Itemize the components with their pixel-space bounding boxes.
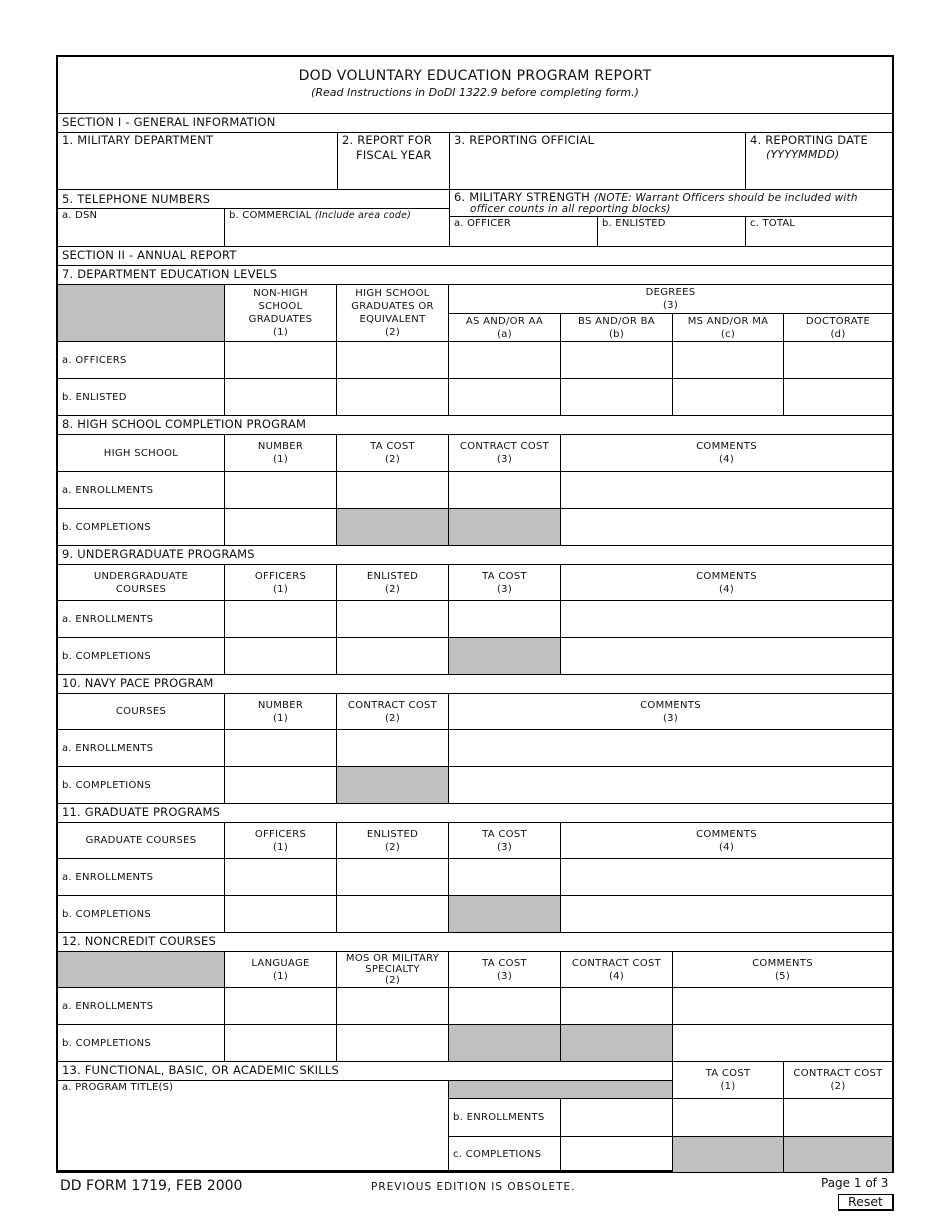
grad-ta-cost-header: TA COST (3) (449, 823, 561, 859)
ug-completions-officers-input[interactable] (225, 638, 337, 675)
enlisted-bs-input[interactable] (561, 379, 673, 416)
ug-completions-enlisted-input[interactable] (337, 638, 449, 675)
hs-completions-number-input[interactable] (225, 509, 337, 546)
ug-enrollments-enlisted-input[interactable] (337, 601, 449, 638)
nc-enrollments-language-input[interactable] (225, 988, 337, 1025)
pace-enrollments-comments-input[interactable] (449, 730, 892, 767)
nc-enrollments-ta-cost-input[interactable] (449, 988, 561, 1025)
pace-enrollments-contract-cost-input[interactable] (337, 730, 449, 767)
pace-courses-header: COURSES (58, 694, 225, 730)
telephone-numbers-header: 5. TELEPHONE NUMBERS (58, 190, 450, 209)
high-school-graduates-header: HIGH SCHOOL GRADUATES OR EQUIVALENT (2) (337, 285, 449, 342)
hs-completion-title: 8. HIGH SCHOOL COMPLETION PROGRAM (58, 416, 892, 435)
grad-completions-comments-input[interactable] (561, 896, 892, 933)
pace-completions-comments-input[interactable] (449, 767, 892, 804)
grad-completions-enlisted-input[interactable] (337, 896, 449, 933)
enlisted-strength-field[interactable]: b. ENLISTED (598, 217, 746, 247)
enlisted-doctorate-input[interactable] (784, 379, 892, 416)
skills-enrollments-input[interactable] (561, 1099, 673, 1137)
grad-enrollments-comments-input[interactable] (561, 859, 892, 896)
grad-enrollments-ta-cost-input[interactable] (449, 859, 561, 896)
ms-ma-header: MS AND/OR MA (c) (673, 314, 784, 342)
ug-enlisted-header: ENLISTED (2) (337, 565, 449, 601)
enlisted-row-label: b. ENLISTED (58, 379, 225, 416)
grad-comments-header: COMMENTS (4) (561, 823, 892, 859)
navy-pace-title: 10. NAVY PACE PROGRAM (58, 675, 892, 694)
officer-strength-field[interactable]: a. OFFICER (450, 217, 598, 247)
dd-form-1719 (56, 55, 894, 1173)
ug-officers-header: OFFICERS (1) (225, 565, 337, 601)
grad-enrollments-label: a. ENROLLMENTS (58, 859, 225, 896)
nc-enrollments-contract-cost-input[interactable] (561, 988, 673, 1025)
nc-completions-label: b. COMPLETIONS (58, 1025, 225, 1062)
skills-completions-input[interactable] (561, 1137, 673, 1172)
ug-comments-header: COMMENTS (4) (561, 565, 892, 601)
skills-completions-label: c. COMPLETIONS (449, 1137, 561, 1172)
hs-comments-header: COMMENTS (4) (561, 435, 892, 472)
dsn-field[interactable]: a. DSN (58, 209, 225, 247)
form-title: DOD VOLUNTARY EDUCATION PROGRAM REPORT (298, 68, 652, 84)
enlisted-hs-input[interactable] (337, 379, 449, 416)
form-subtitle: (Read Instructions in DoDI 1322.9 before completing form.) (311, 86, 639, 99)
hs-enrollments-number-input[interactable] (225, 472, 337, 509)
bs-ba-header: BS AND/OR BA (b) (561, 314, 673, 342)
grad-enlisted-header: ENLISTED (2) (337, 823, 449, 859)
hs-enrollments-contract-cost-input[interactable] (449, 472, 561, 509)
nc-language-header: LANGUAGE (1) (225, 952, 337, 988)
nc-enrollments-comments-input[interactable] (673, 988, 892, 1025)
report-fiscal-year-field[interactable]: 2. REPORT FOR FISCAL YEAR (338, 133, 450, 190)
pace-contract-cost-header: CONTRACT COST (2) (337, 694, 449, 730)
skills-ta-cost-header: TA COST (1) (673, 1062, 784, 1099)
ug-enrollments-ta-cost-input[interactable] (449, 601, 561, 638)
nc-completions-mos-input[interactable] (337, 1025, 449, 1062)
reporting-official-field[interactable]: 3. REPORTING OFFICIAL (450, 133, 746, 190)
undergraduate-courses-header: UNDERGRADUATE COURSES (58, 565, 225, 601)
graduate-title: 11. GRADUATE PROGRAMS (58, 804, 892, 823)
pace-completions-number-input[interactable] (225, 767, 337, 804)
pace-completions-label: b. COMPLETIONS (58, 767, 225, 804)
reporting-date-field[interactable]: 4. REPORTING DATE (YYYYMMDD) (746, 133, 892, 190)
enlisted-ms-input[interactable] (673, 379, 784, 416)
skills-completions-ta-cost-disabled (673, 1137, 784, 1172)
nc-enrollments-mos-input[interactable] (337, 988, 449, 1025)
non-high-school-graduates-header: NON-HIGH SCHOOL GRADUATES (1) (225, 285, 337, 342)
enlisted-as-input[interactable] (449, 379, 561, 416)
program-titles-field[interactable]: a. PROGRAM TITLE(S) (58, 1081, 449, 1172)
hs-completions-comments-input[interactable] (561, 509, 892, 546)
officers-non-hs-input[interactable] (225, 342, 337, 379)
skills-title: 13. FUNCTIONAL, BASIC, OR ACADEMIC SKILLS (58, 1062, 673, 1081)
hs-ta-cost-header: TA COST (2) (337, 435, 449, 472)
ug-completions-ta-cost-disabled (449, 638, 561, 675)
hs-completions-ta-cost-disabled (337, 509, 449, 546)
skills-completions-contract-cost-disabled (784, 1137, 892, 1172)
education-levels-blank-header (58, 285, 225, 342)
high-school-header: HIGH SCHOOL (58, 435, 225, 472)
skills-enrollments-label: b. ENROLLMENTS (449, 1099, 561, 1137)
ug-ta-cost-header: TA COST (3) (449, 565, 561, 601)
noncredit-title: 12. NONCREDIT COURSES (58, 933, 892, 952)
education-levels-title: 7. DEPARTMENT EDUCATION LEVELS (58, 266, 892, 285)
undergraduate-title: 9. UNDERGRADUATE PROGRAMS (58, 546, 892, 565)
nc-enrollments-label: a. ENROLLMENTS (58, 988, 225, 1025)
grad-enrollments-enlisted-input[interactable] (337, 859, 449, 896)
degrees-header: DEGREES (3) (449, 285, 892, 314)
ug-enrollments-label: a. ENROLLMENTS (58, 601, 225, 638)
officers-as-input[interactable] (449, 342, 561, 379)
nc-ta-cost-header: TA COST (3) (449, 952, 561, 988)
nc-completions-contract-cost-disabled (561, 1025, 673, 1062)
skills-enrollments-ta-cost-input[interactable] (673, 1099, 784, 1137)
nc-completions-language-input[interactable] (225, 1025, 337, 1062)
commercial-phone-field[interactable]: b. COMMERCIAL (Include area code) (225, 209, 450, 247)
form-id: DD FORM 1719, FEB 2000 (60, 1178, 243, 1194)
hs-number-header: NUMBER (1) (225, 435, 337, 472)
hs-enrollments-label: a. ENROLLMENTS (58, 472, 225, 509)
hs-completions-contract-cost-disabled (449, 509, 561, 546)
pace-enrollments-label: a. ENROLLMENTS (58, 730, 225, 767)
nc-mos-header: MOS OR MILITARY SPECIALTY (2) (337, 952, 449, 988)
skills-blank-header (449, 1081, 673, 1099)
grad-completions-officers-input[interactable] (225, 896, 337, 933)
graduate-courses-header: GRADUATE COURSES (58, 823, 225, 859)
reset-button[interactable]: Reset (838, 1194, 894, 1211)
section-1-header: SECTION I - GENERAL INFORMATION (58, 114, 892, 133)
pace-comments-header: COMMENTS (3) (449, 694, 892, 730)
officers-hs-input[interactable] (337, 342, 449, 379)
hs-contract-cost-header: CONTRACT COST (3) (449, 435, 561, 472)
pace-enrollments-number-input[interactable] (225, 730, 337, 767)
ug-enrollments-comments-input[interactable] (561, 601, 892, 638)
hs-completions-label: b. COMPLETIONS (58, 509, 225, 546)
nc-completions-comments-input[interactable] (673, 1025, 892, 1062)
nc-completions-ta-cost-disabled (449, 1025, 561, 1062)
obsolete-notice: PREVIOUS EDITION IS OBSOLETE. (371, 1181, 576, 1193)
hs-enrollments-ta-cost-input[interactable] (337, 472, 449, 509)
ug-completions-label: b. COMPLETIONS (58, 638, 225, 675)
grad-officers-header: OFFICERS (1) (225, 823, 337, 859)
officers-ms-input[interactable] (673, 342, 784, 379)
officers-doctorate-input[interactable] (784, 342, 892, 379)
officers-row-label: a. OFFICERS (58, 342, 225, 379)
doctorate-header: DOCTORATE (d) (784, 314, 892, 342)
page-number: Page 1 of 3 (821, 1176, 889, 1190)
skills-contract-cost-header: CONTRACT COST (2) (784, 1062, 892, 1099)
military-department-field[interactable]: 1. MILITARY DEPARTMENT (58, 133, 338, 190)
nc-comments-header: COMMENTS (5) (673, 952, 892, 988)
as-aa-header: AS AND/OR AA (a) (449, 314, 561, 342)
enlisted-non-hs-input[interactable] (225, 379, 337, 416)
ug-completions-comments-input[interactable] (561, 638, 892, 675)
form-header (58, 57, 892, 114)
pace-number-header: NUMBER (1) (225, 694, 337, 730)
hs-enrollments-comments-input[interactable] (561, 472, 892, 509)
officers-bs-input[interactable] (561, 342, 673, 379)
skills-enrollments-contract-cost-input[interactable] (784, 1099, 892, 1137)
grad-completions-ta-cost-disabled (449, 896, 561, 933)
military-strength-header: 6. MILITARY STRENGTH (NOTE: Warrant Officers should be included with officer counts in all reporting blocks) (450, 190, 892, 217)
nc-contract-cost-header: CONTRACT COST (4) (561, 952, 673, 988)
section-2-header: SECTION II - ANNUAL REPORT (58, 247, 892, 266)
grad-enrollments-officers-input[interactable] (225, 859, 337, 896)
grad-completions-label: b. COMPLETIONS (58, 896, 225, 933)
ug-enrollments-officers-input[interactable] (225, 601, 337, 638)
total-strength-field[interactable]: c. TOTAL (746, 217, 892, 247)
noncredit-blank-header (58, 952, 225, 988)
pace-completions-contract-cost-disabled (337, 767, 449, 804)
